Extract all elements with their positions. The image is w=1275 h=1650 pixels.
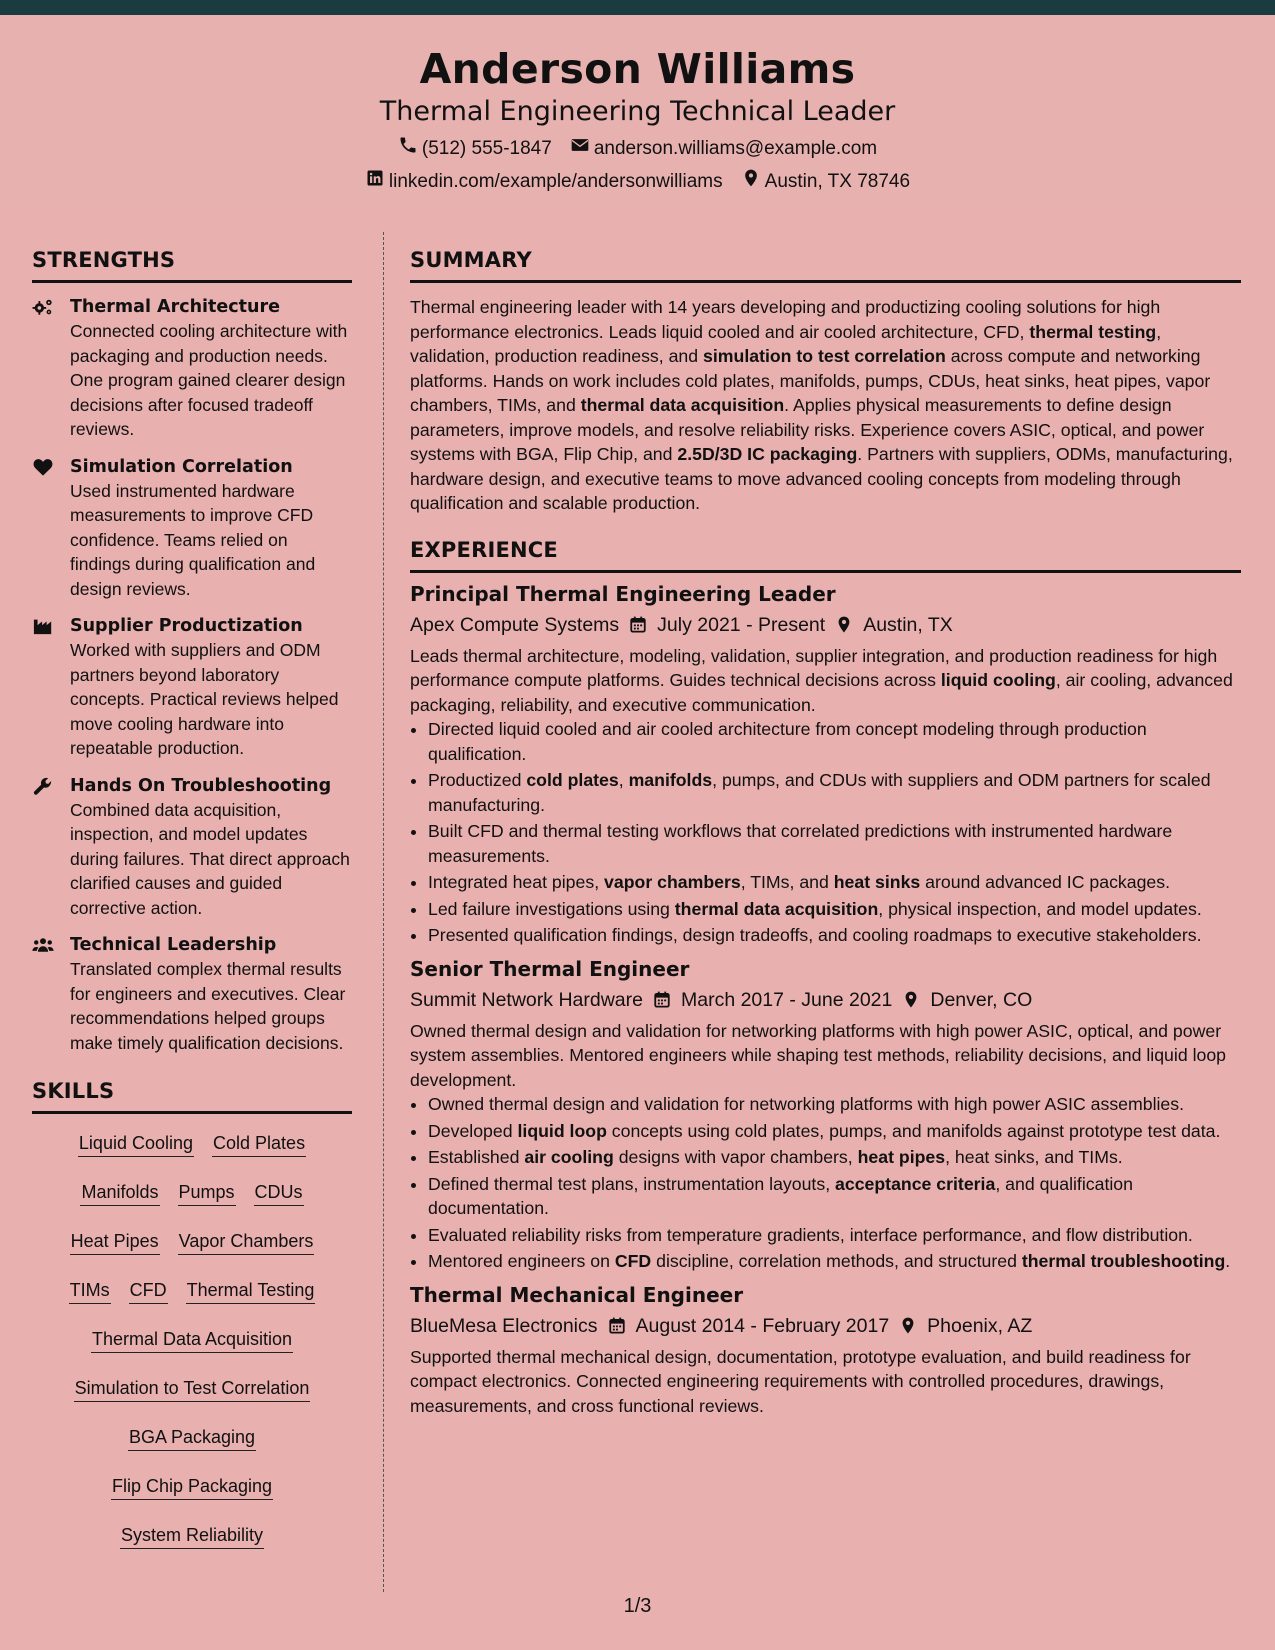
candidate-name: Anderson Williams (419, 45, 856, 93)
top-accent-bar (0, 0, 1275, 15)
job-entry (410, 954, 1241, 1274)
skill-row (32, 1518, 352, 1567)
linkedin-icon (365, 168, 385, 195)
skill-tag: BGA Packaging (128, 1424, 256, 1451)
strength-description: Worked with suppliers and ODM partners beyond laboratory concepts. Practical reviews helped move cooling hardware into repeatable production. (70, 640, 339, 758)
skill-row (32, 1322, 352, 1371)
skill-row (32, 1126, 352, 1175)
bold-keyword: simulation to test correlation (703, 346, 946, 366)
bold-keyword: thermal data acquisition (580, 395, 785, 415)
skill-tag: Simulation to Test Correlation (74, 1375, 311, 1402)
email-contact[interactable] (570, 135, 877, 162)
skill-tag: System Reliability (120, 1522, 264, 1549)
skill-tag: Pumps (178, 1179, 236, 1206)
map-pin-icon (899, 1316, 917, 1335)
strength-item (32, 455, 352, 602)
bold-keyword: thermal testing (1029, 321, 1157, 342)
bold-keyword: 2.5D/3D IC packaging (677, 444, 858, 464)
strength-description: Translated complex thermal results for engineers and executives. Clear recommendations helped groups make timely qualification decisions. (70, 959, 346, 1053)
job-bullets (410, 717, 1241, 948)
bold-keyword: thermal data acquisition (674, 898, 879, 919)
job-location: Denver, CO (930, 988, 1033, 1011)
strength-item (32, 774, 352, 921)
strength-item (32, 614, 352, 761)
job-bullet: • Established air cooling designs with vapor chambers, heat pipes, heat sinks, and TIMs. (428, 1145, 1241, 1170)
job-bullet: • Productized cold plates, manifolds, pumps, and CDUs with suppliers and ODM partners for scaled manufacturing. (428, 768, 1241, 817)
job-title: Thermal Mechanical Engineer (410, 1282, 744, 1307)
bold-keyword: cold plates (526, 770, 619, 790)
skill-row (32, 1469, 352, 1518)
envelope-icon (570, 135, 590, 162)
job-meta (410, 984, 1241, 1016)
strength-item (32, 933, 352, 1055)
bold-keyword: liquid loop (517, 1120, 607, 1141)
job-bullets (410, 1092, 1241, 1274)
skill-row (32, 1371, 352, 1420)
skills-list (32, 1126, 352, 1567)
job-bullet: • Evaluated reliability risks from temperature gradients, interface performance, and flow distribution. (428, 1223, 1241, 1248)
bold-keyword: heat sinks (833, 872, 921, 892)
calendar-icon (629, 615, 647, 634)
job-dates: March 2017 - June 2021 (680, 988, 893, 1011)
strength-description: Combined data acquisition, inspection, and model updates during failures. That direct approach clarified causes and guided corrective action. (70, 799, 350, 918)
industry-icon (32, 614, 56, 761)
job-description: Owned thermal design and validation for networking platforms with high power ASIC, optical, and power system assemblies. Mentored engineers while shaping test methods, reliability decisions, and liquid loop development. (410, 1020, 1227, 1090)
strengths-heading: STRENGTHS (32, 240, 352, 283)
job-bullet: • Directed liquid cooled and air cooled architecture from concept modeling through production qualification. (428, 717, 1241, 766)
strength-title: Simulation Correlation (70, 456, 293, 477)
location-text: Austin, TX 78746 (764, 170, 911, 192)
skill-tag: Vapor Chambers (178, 1228, 315, 1255)
column-divider (383, 232, 384, 1592)
bold-keyword: CFD (614, 1251, 652, 1271)
bold-keyword: vapor chambers (604, 872, 741, 892)
company-name: BlueMesa Electronics (410, 1314, 598, 1337)
job-bullet: • Mentored engineers on CFD discipline, correlation methods, and structured thermal troubleshooting. (428, 1249, 1241, 1274)
job-bullet: • Owned thermal design and validation for networking platforms with high power ASIC assemblies. (428, 1092, 1241, 1117)
job-title: Senior Thermal Engineer (410, 956, 690, 981)
skills-heading: SKILLS (32, 1071, 352, 1114)
map-pin-icon (835, 615, 853, 634)
job-location: Phoenix, AZ (927, 1314, 1033, 1337)
strength-body (70, 455, 352, 602)
bold-keyword: heat pipes (857, 1147, 946, 1167)
skill-tag: CFD (129, 1277, 168, 1304)
bold-keyword: thermal troubleshooting (1021, 1251, 1226, 1271)
job-bullet: • Integrated heat pipes, vapor chambers, TIMs, and heat sinks around advanced IC packages. (428, 870, 1241, 895)
strength-item (32, 295, 352, 442)
skill-tag: Heat Pipes (70, 1228, 160, 1255)
phone-number: (512) 555-1847 (421, 137, 552, 159)
contact-row-2 (0, 168, 1275, 195)
calendar-icon (653, 990, 671, 1009)
job-title: Principal Thermal Engineering Leader (410, 581, 836, 606)
left-column (32, 240, 352, 1567)
email-address[interactable]: anderson.williams@example.com (593, 137, 878, 159)
job-bullet: • Presented qualification findings, design tradeoffs, and cooling roadmaps to executive stakeholders. (428, 923, 1241, 948)
skill-tag: TIMs (69, 1277, 111, 1304)
strength-description: Connected cooling architecture with packaging and production needs. One program gained clearer design decisions after focused tradeoff reviews. (70, 321, 348, 439)
company-name: Summit Network Hardware (410, 988, 643, 1011)
job-entry (410, 1280, 1241, 1419)
skill-tag: Thermal Data Acquisition (91, 1326, 293, 1353)
map-pin-icon (741, 168, 761, 195)
contact-row-1 (0, 135, 1275, 162)
experience-heading: EXPERIENCE (410, 530, 1241, 573)
calendar-icon (608, 1316, 626, 1335)
strength-title: Thermal Architecture (70, 297, 280, 317)
bold-keyword: liquid cooling (940, 670, 1056, 690)
skill-row (32, 1224, 352, 1273)
gears-icon (32, 295, 56, 442)
company-name: Apex Compute Systems (410, 613, 620, 636)
map-pin-icon (902, 990, 920, 1009)
linkedin-url[interactable]: linkedin.com/example/andersonwilliams (388, 170, 723, 192)
phone-contact (398, 135, 552, 162)
skill-tag: Cold Plates (212, 1130, 306, 1157)
job-bullet: • Led failure investigations using thermal data acquisition, physical inspection, and model updates. (428, 897, 1241, 922)
phone-icon (398, 135, 418, 162)
job-bullet: • Defined thermal test plans, instrumentation layouts, acceptance criteria, and qualification documentation. (428, 1172, 1241, 1221)
summary-text: Thermal engineering leader with 14 years developing and productizing cooling solutions for high performance electronics. Leads liquid cooled and air cooled architecture, CFD, thermal testing, validation, production readiness, and simulation to test correlation across compute and networking platforms. Hands on work includes cold plates, manifolds, pumps, CDUs, heat sinks, heat pipes, vapor chambers, TIMs, and thermal data acquisition. Applies physical measurements to define design parameters, improve models, and resolve reliability risks. Experience covers ASIC, optical, and power systems with BGA, Flip Chip, and 2.5D/3D IC packaging. Partners with suppliers, ODMs, manufacturing, hardware design, and executive teams to move advanced cooling concepts from modeling through qualification and scalable production. (410, 297, 1233, 513)
users-icon (32, 933, 56, 1055)
job-bullet: • Developed liquid loop concepts using cold plates, pumps, and manifolds against prototype test data. (428, 1119, 1241, 1144)
skill-tag: CDUs (254, 1179, 304, 1206)
job-meta (410, 1310, 1241, 1342)
strength-body (70, 774, 352, 921)
strength-body (70, 295, 352, 442)
job-location: Austin, TX (863, 613, 953, 636)
skill-tag: Flip Chip Packaging (111, 1473, 273, 1500)
job-dates: July 2021 - Present (657, 613, 826, 636)
strength-body (70, 614, 352, 761)
bold-keyword: manifolds (628, 770, 713, 790)
skill-row (32, 1273, 352, 1322)
linkedin-contact[interactable] (365, 168, 723, 195)
strength-title: Supplier Productization (70, 616, 303, 636)
job-bullet: • Built CFD and thermal testing workflows that correlated predictions with instrumented hardware measurements. (428, 819, 1241, 868)
resume-header (0, 15, 1275, 205)
wrench-icon (32, 774, 56, 921)
strength-body (70, 933, 352, 1055)
experience-list (410, 579, 1241, 1419)
strength-title: Technical Leadership (70, 935, 277, 955)
strengths-list (32, 295, 352, 1055)
strength-title: Hands On Troubleshooting (70, 775, 332, 796)
candidate-title: Thermal Engineering Technical Leader (379, 96, 896, 127)
bold-keyword: air cooling (524, 1147, 614, 1167)
heart-icon (32, 455, 56, 602)
bold-keyword: acceptance criteria (835, 1173, 996, 1194)
summary-heading: SUMMARY (410, 240, 1241, 283)
location-contact (741, 168, 910, 195)
job-description: Supported thermal mechanical design, documentation, prototype evaluation, and build readiness for compact electronics. Connected engineering requirements with controlled procedures, drawings, measurements, and cross functional reviews. (410, 1346, 1191, 1416)
job-entry (410, 579, 1241, 948)
skill-tag: Liquid Cooling (78, 1130, 194, 1157)
skill-row (32, 1175, 352, 1224)
skill-tag: Manifolds (80, 1179, 159, 1206)
skill-row (32, 1420, 352, 1469)
job-dates: August 2014 - February 2017 (635, 1314, 890, 1337)
skill-tag: Thermal Testing (186, 1277, 316, 1304)
page-number: 1/3 (623, 1595, 652, 1617)
right-column (410, 240, 1241, 1418)
job-meta (410, 609, 1241, 641)
job-description: Leads thermal architecture, modeling, validation, supplier integration, and production readiness for high performance compute platforms. Guides technical decisions across liquid cooling, air cooling, advanced packaging, reliability, and executive communication. (410, 645, 1233, 715)
strength-description: Used instrumented hardware measurements to improve CFD confidence. Teams relied on findings during qualification and design reviews. (70, 480, 316, 599)
